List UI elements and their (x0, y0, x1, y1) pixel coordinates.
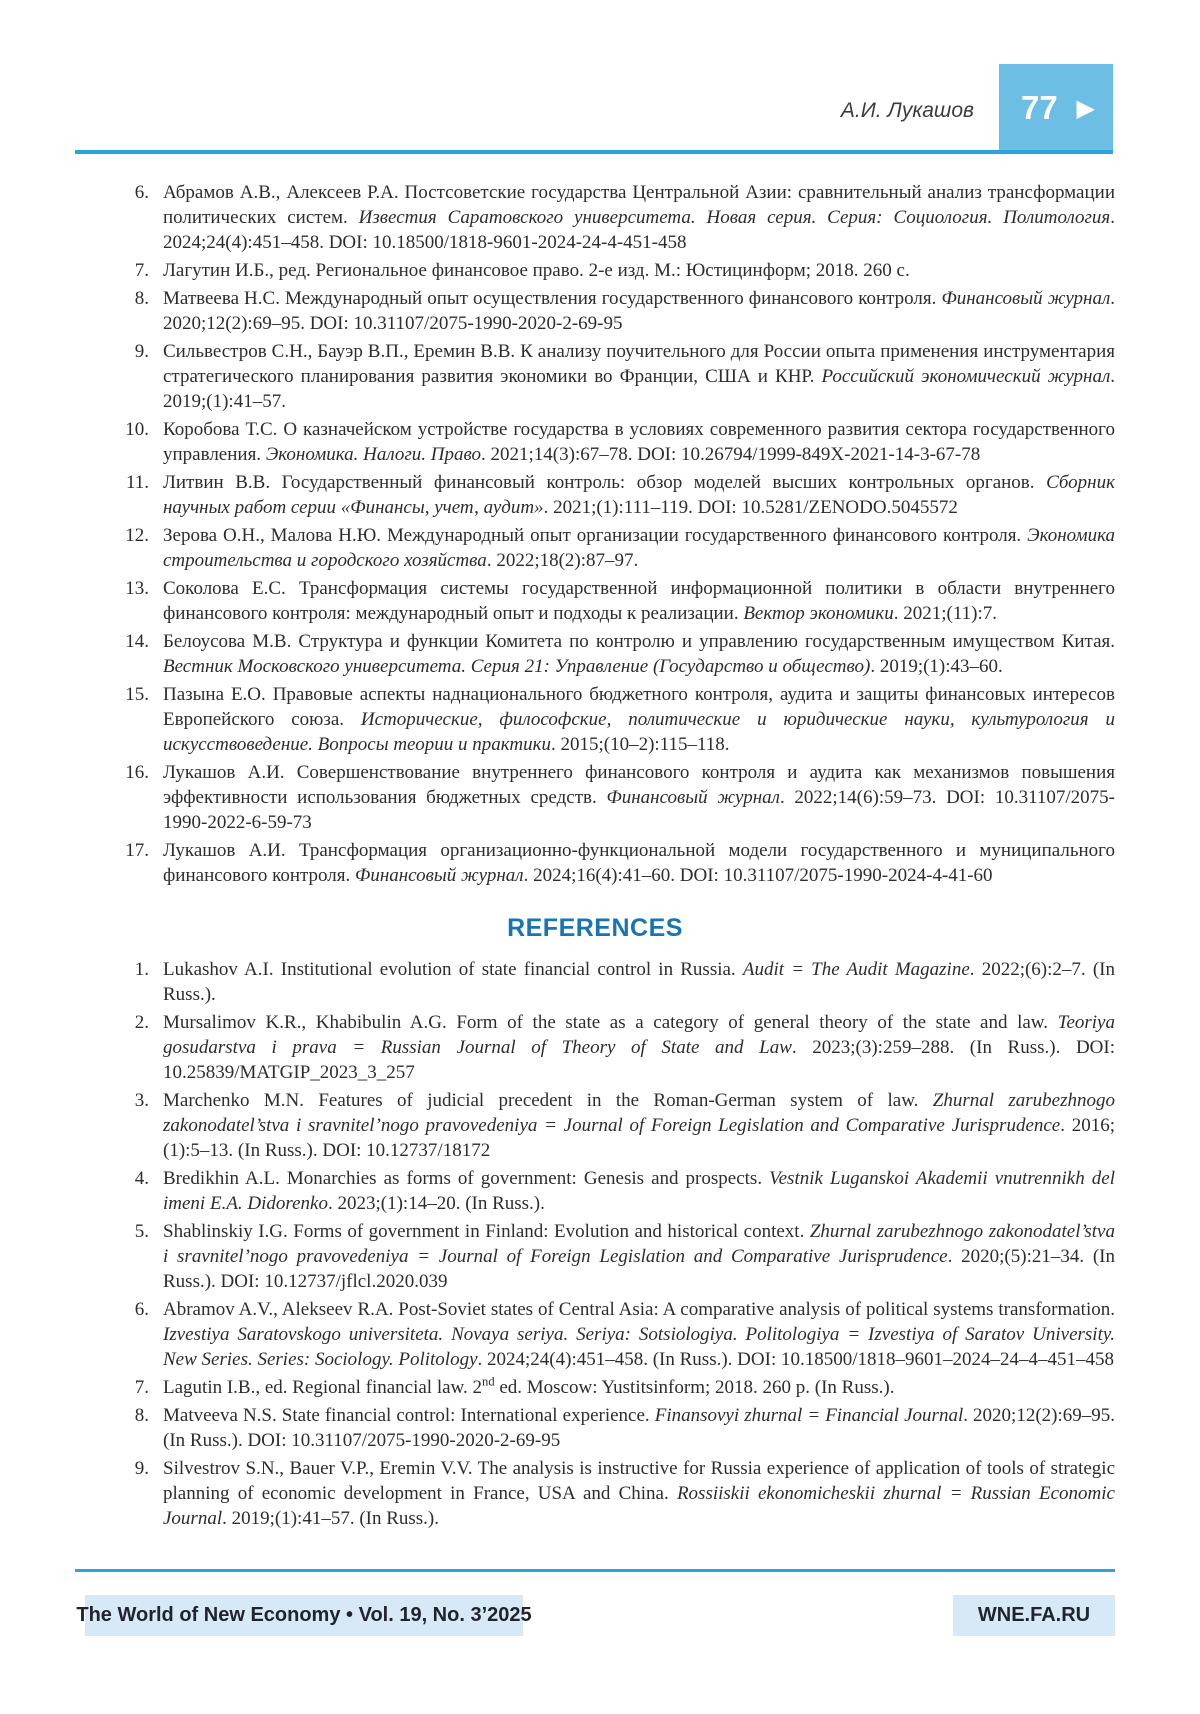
reference-number: 10. (125, 419, 149, 440)
running-head-author: А.И. Лукашов (840, 99, 974, 122)
reference-number: 17. (125, 840, 149, 861)
reference-item (75, 339, 1115, 414)
reference-number: 7. (134, 1377, 149, 1398)
reference-text: Abramov A.V., Alekseev R.A. Post-Soviet states of Central Asia: A comparative analysis of political systems transformation. Izvestiya Saratovskogo universiteta. Novaya seriya. Seriya: Sotsiologiya. Politologiya = Izvestiya of Saratov University. New Series. Series: Sociology. Politology. 2024;24(4):451–458. (In Russ.). DOI: 10.18500/1818–9601–2024–24–4–451–458 (163, 1299, 1115, 1370)
page-number-badge (999, 64, 1113, 152)
reference-number: 16. (125, 762, 149, 783)
reference-item (75, 1010, 1115, 1085)
reference-item (75, 1403, 1115, 1453)
russian-reference-list (75, 180, 1115, 888)
reference-number: 5. (134, 1221, 149, 1242)
header-divider (75, 150, 1113, 154)
reference-item (75, 1219, 1115, 1294)
reference-number: 2. (134, 1012, 149, 1033)
reference-text: Абрамов А.В., Алексеев Р.А. Постсоветские государства Центральной Азии: сравнительный анализ трансформации политических систем. Известия Саратовского университета. Новая серия. Серия: Социология. Политология. 2024;24(4):451–458. DOI: 10.18500/1818-9601-2024-24-4-451-458 (163, 182, 1115, 253)
reference-number: 13. (125, 578, 149, 599)
arrow-right-icon: ▶ (1076, 94, 1095, 122)
reference-number: 4. (134, 1168, 149, 1189)
reference-text: Mursalimov K.R., Khabibulin A.G. Form of the state as a category of general theory of the state and law. Teoriya gosudarstva i prava = Russian Journal of Theory of State and Law. 2023;(3):259–288. (In Russ.). DOI: 10.25839/MATGIP_2023_3_257 (163, 1012, 1115, 1083)
reference-text: Lukashov A.I. Institutional evolution of state financial control in Russia. Audit = The Audit Magazine. 2022;(6):2–7. (In Russ.). (163, 959, 1115, 1005)
reference-item (75, 1375, 1115, 1400)
reference-text: Коробова Т.С. О казначейском устройстве государства в условиях современного развития сектора государственного управления. Экономика. Налоги. Право. 2021;14(3):67–78. DOI: 10.26794/1999-849X-2021-14-3-67-78 (163, 419, 1115, 465)
references-heading: REFERENCES (507, 914, 683, 942)
reference-number: 8. (134, 1405, 149, 1426)
footer-journal-info: The World of New Economy • Vol. 19, No. 3’2025 (85, 1595, 523, 1636)
reference-item (75, 1088, 1115, 1163)
page-content (75, 180, 1115, 1534)
reference-number: 12. (125, 525, 149, 546)
reference-item (75, 760, 1115, 835)
reference-number: 8. (134, 288, 149, 309)
english-reference-list (75, 957, 1115, 1531)
reference-text: Лукашов А.И. Трансформация организационно-функциональной модели государственного и муниципального финансового контроля. Финансовый журнал. 2024;16(4):41–60. DOI: 10.31107/2075-1990-2024-4-41-60 (163, 840, 1115, 886)
reference-number: 1. (134, 959, 149, 980)
reference-text: Bredikhin A.L. Monarchies as forms of government: Genesis and prospects. Vestnik Luganskoi Akademii vnutrennikh del imeni E.A. Didorenko. 2023;(1):14–20. (In Russ.). (163, 1168, 1115, 1214)
reference-number: 7. (134, 260, 149, 281)
reference-item (75, 417, 1115, 467)
footer-divider (75, 1569, 1115, 1572)
reference-item (75, 838, 1115, 888)
reference-number: 6. (134, 1299, 149, 1320)
reference-item (75, 1166, 1115, 1216)
reference-item (75, 523, 1115, 573)
reference-number: 14. (125, 631, 149, 652)
reference-number: 9. (134, 1458, 149, 1479)
reference-text: Silvestrov S.N., Bauer V.P., Eremin V.V. The analysis is instructive for Russia experience of application of tools of strategic planning of economic development in France, USA and China. Rossiiskii ekonomicheskii zhurnal = Russian Economic Journal. 2019;(1):41–57. (In Russ.). (163, 1458, 1115, 1529)
reference-item (75, 957, 1115, 1007)
reference-text: Лукашов А.И. Совершенствование внутреннего финансового контроля и аудита как механизмов повышения эффективности использования бюджетных средств. Финансовый журнал. 2022;14(6):59–73. DOI: 10.31107/2075-1990-2022-6-59-73 (163, 762, 1115, 833)
reference-item (75, 258, 1115, 283)
reference-item (75, 1297, 1115, 1372)
reference-text: Lagutin I.B., ed. Regional financial law. 2nd ed. Moscow: Yustitsinform; 2018. 260 p. (In Russ.). (163, 1374, 895, 1398)
reference-item (75, 682, 1115, 757)
reference-number: 6. (134, 182, 149, 203)
reference-text: Сильвестров С.Н., Бауэр В.П., Еремин В.В. К анализу поучительного для России опыта применения инструментария стратегического планирования развития экономики во Франции, США и КНР. Российский экономический журнал. 2019;(1):41–57. (163, 341, 1115, 412)
page-number: 77 (1021, 89, 1058, 126)
reference-item (75, 180, 1115, 255)
reference-number: 3. (134, 1090, 149, 1111)
reference-text: Лагутин И.Б., ред. Региональное финансовое право. 2-е изд. М.: Юстицинформ; 2018. 260 с. (163, 260, 910, 281)
reference-item (75, 470, 1115, 520)
reference-number: 15. (125, 684, 149, 705)
reference-text: Соколова Е.С. Трансформация системы государственной информационной политики в области внутреннего финансового контроля: международный опыт и подходы к реализации. Вектор экономики. 2021;(11):7. (163, 578, 1115, 624)
reference-number: 11. (125, 472, 149, 493)
reference-text: Матвеева Н.С. Международный опыт осуществления государственного финансового контроля. Финансовый журнал. 2020;12(2):69–95. DOI: 10.31107/2075-1990-2020-2-69-95 (163, 288, 1116, 334)
reference-item (75, 1456, 1115, 1531)
reference-text: Литвин В.В. Государственный финансовый контроль: обзор моделей высших контрольных органов. Сборник научных работ серии «Финансы, учет, аудит». 2021;(1):111–119. DOI: 10.5281/ZENODO.5045572 (163, 472, 1115, 518)
reference-text: Marchenko M.N. Features of judicial precedent in the Roman-German system of law. Zhurnal zarubezhnogo zakonodatel’stva i sravnitel’nogo pravovedeniya = Journal of Foreign Legislation and Comparative Jurisprudence. 2016;(1):5–13. (In Russ.). DOI: 10.12737/18172 (163, 1090, 1116, 1161)
reference-text: Пазына Е.О. Правовые аспекты наднационального бюджетного контроля, аудита и защиты финансовых интересов Европейского союза. Исторические, философские, политические и юридические науки, культурология и искусствоведение. Вопросы теории и практики. 2015;(10–2):115–118. (163, 684, 1115, 755)
reference-number: 9. (134, 341, 149, 362)
reference-item (75, 629, 1115, 679)
reference-text: Matveeva N.S. State financial control: International experience. Finansovyi zhurnal = Financial Journal. 2020;12(2):69–95. (In Russ.). DOI: 10.31107/2075-1990-2020-2-69-95 (163, 1405, 1115, 1451)
reference-text: Shablinskiy I.G. Forms of government in Finland: Evolution and historical context. Zhurnal zarubezhnogo zakonodatel’stva i sravnitel’nogo pravovedeniya = Journal of Foreign Legislation and Comparative Jurisprudence. 2020;(5):21–34. (In Russ.). DOI: 10.12737/jflcl.2020.039 (163, 1221, 1116, 1292)
reference-text: Белоусова М.В. Структура и функции Комитета по контролю и управлению государственным имуществом Китая. Вестник Московского университета. Серия 21: Управление (Государство и общество). 2019;(1):43–60. (163, 631, 1115, 677)
reference-text: Зерова О.Н., Малова Н.Ю. Международный опыт организации государственного финансового контроля. Экономика строительства и городского хозяйства. 2022;18(2):87–97. (163, 525, 1115, 571)
footer-website: WNE.FA.RU (953, 1595, 1115, 1636)
reference-item (75, 576, 1115, 626)
reference-item (75, 286, 1115, 336)
